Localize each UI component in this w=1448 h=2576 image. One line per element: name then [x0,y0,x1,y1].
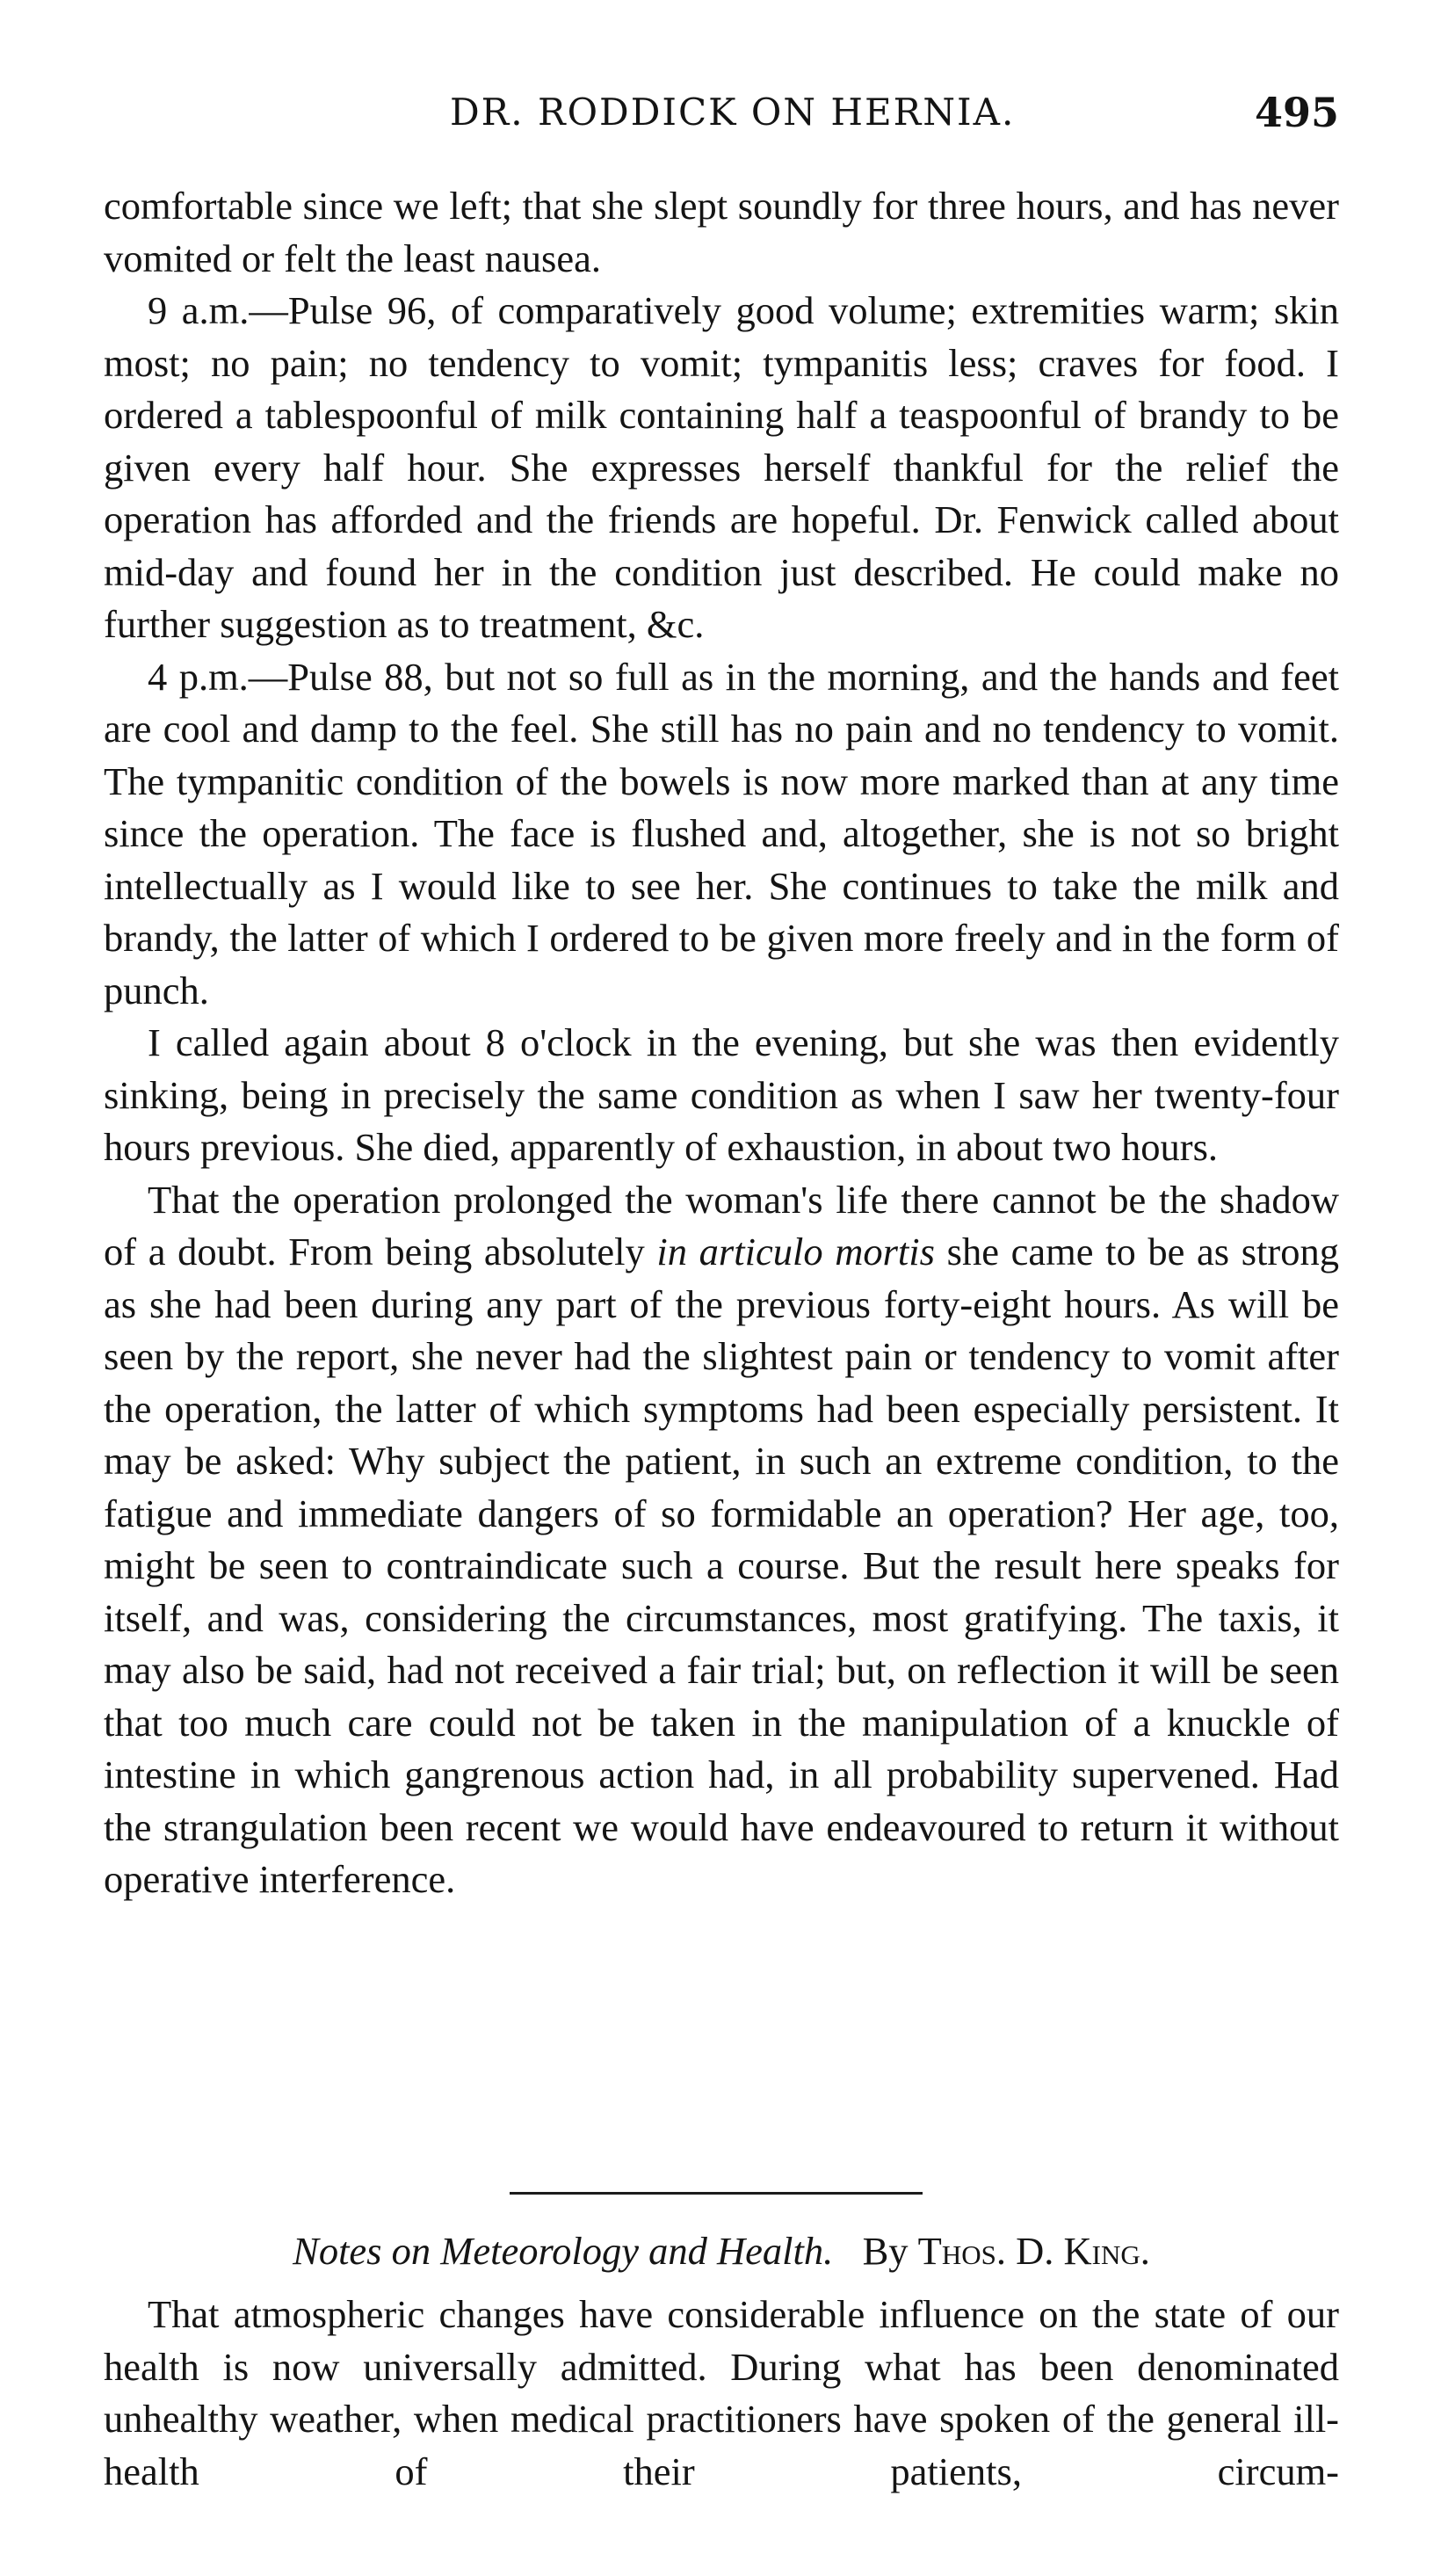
article-body [104,180,1339,1906]
section-divider [510,2192,923,2195]
next-article-opening: That atmospheric changes have considerable influence on the state of our health is now universally admitted. During what has been denominated unhealthy weather, when medical practitioners have spoken of the general ill-health of their patients, circum- [104,2292,1339,2493]
byline-prefix: By [862,2229,909,2273]
conclusion-text-end: she came to be as strong as she had been during any part of the previous forty-eight hours. As will be seen by the report, she never had the slightest pain or tendency to vomit after the operation, the latter of which symptoms had been especially persistent. It may be asked: Why subject the patient, in such an extreme condition, to the fatigue and immediate dangers of so formidable an operation? Her age, too, might be seen to contraindicate such a course. But the result here speaks for itself, and was, considering the circumstances, most gratifying. The taxis, it may also be said, had not received a fair trial; but, on reflection it will be seen that too much care could not be taken in the manipulation of a knuckle of intestine in which gangrenous action had, in all probability supervened. Had the strangulation been recent we would have endeavoured to return it without operative interference. [104,1230,1339,1901]
running-head [104,86,1339,139]
paragraph-9am-report: 9 a.m.—Pulse 96, of comparatively good volume; extremities warm; skin most; no pain; no tendency to vomit; tympanitis less; craves for food. I ordered a tablespoonful of milk containing half a teaspoonful of brandy to be given every half hour. She expresses herself thankful for the relief the operation has afforded and the friends are hopeful. Dr. Fenwick called about mid-day and found her in the condition just described. He could make no further suggestion as to treatment, &c. [104,288,1339,646]
paragraph-evening-visit: I called again about 8 o'clock in the evening, but she was then evidently sinking, being in precisely the same condition as when I saw her twenty-four hours previous. She died, apparently of exhaustion, in about two hours. [104,1020,1339,1169]
conclusion-text-start: That the operation prolonged the woman's life there cannot be the shadow of a doubt. From being absolutely [104,1177,1339,1273]
next-article-heading [104,2224,1339,2277]
running-title: DR. RODDICK ON HERNIA. [450,91,1016,134]
next-article-title: Notes on Meteorology and Health. [293,2229,834,2273]
paragraph-conclusion [104,1174,1339,1906]
next-article-author: Thos. D. King. [917,2229,1150,2273]
paragraph-continuation: comfortable since we left; that she slept soundly for three hours, and has never vomited or felt the least nausea. [104,184,1339,280]
paragraph-4pm-report: 4 p.m.—Pulse 88, but not so full as in the morning, and the hands and feet are cool and damp to the feel. She still has no pain and no tendency to vomit. The tympanitic condition of the bowels is now more marked than at any time since the operation. The face is flushed and, altogether, she is not so bright intellectually as I would like to see her. She continues to take the milk and brandy, the latter of which I ordered to be given more freely and in the form of punch. [104,654,1339,1012]
page-number: 495 [1254,89,1339,136]
next-article-body [104,2289,1339,2498]
latin-phrase: in articulo mortis [656,1230,935,1273]
